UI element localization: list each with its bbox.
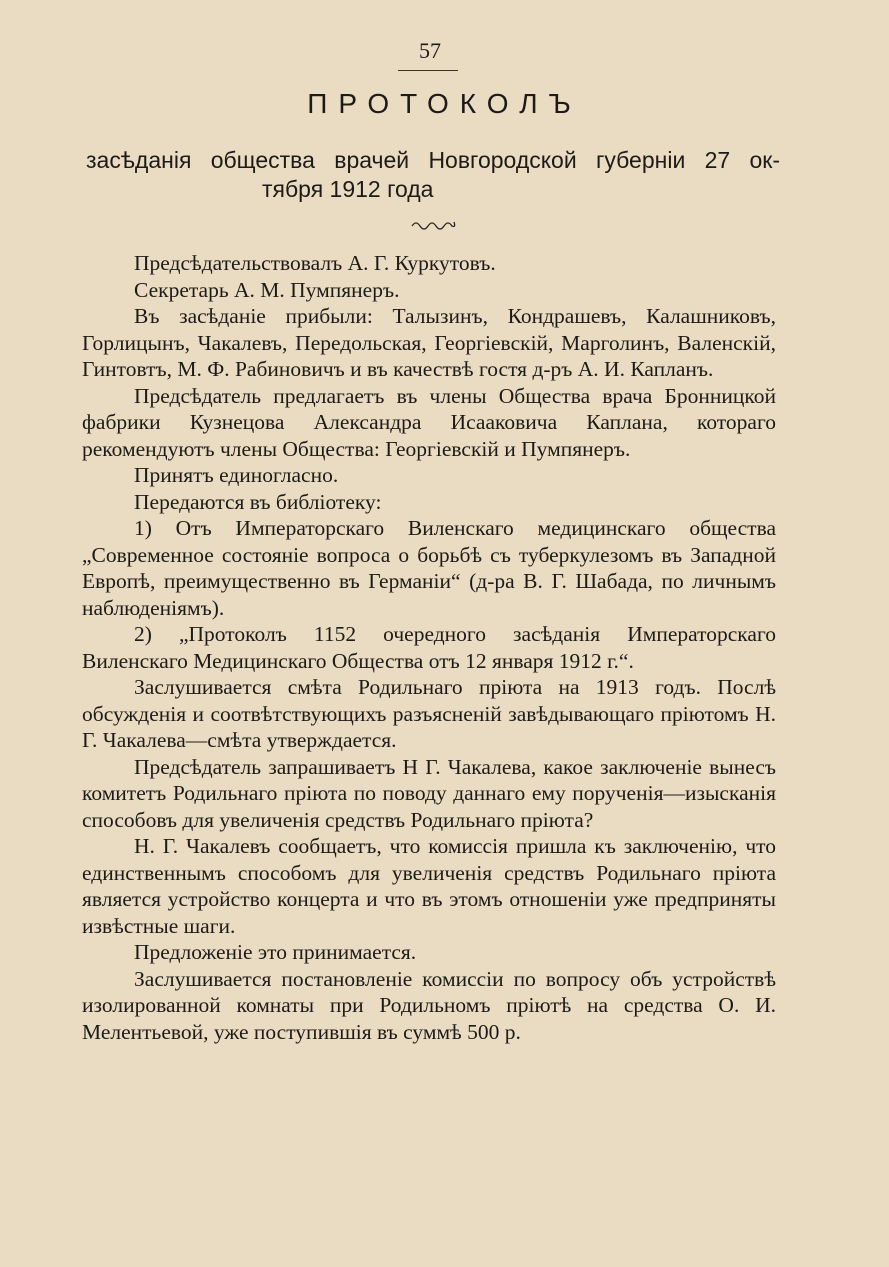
document-subtitle: [86, 146, 780, 204]
paragraph-item-1: 1) Отъ Императорскаго Виленскаго медицинскаго общества „Современное состояніе вопроса о борьбѣ съ туберкулезомъ въ Западной Европѣ, преимущественно въ Германіи“ (д-ра В. Г. Шабада, по личнымъ наблюденіямъ).: [82, 516, 776, 620]
paragraph-chairman-question: Предсѣдатель запрашиваетъ Н Г. Чакалева, какое заключеніе вынесъ комитетъ Родильнаго пріюта по поводу даннаго ему порученія—изысканія способовъ для увеличенія средствъ Родильнаго пріюта?: [82, 754, 776, 832]
paragraph-attendees: Въ засѣданіе прибыли: Талызинъ, Кондрашевъ, Калашниковъ, Горлицынъ, Чакалевъ, Передольская, Георгіевскій, Марголинъ, Валенскій, Гинтовтъ, М. Ф. Рабиновичъ и въ качествѣ гостя д-ръ А. И. Капланъ.: [82, 304, 776, 381]
page-number-rule: [398, 70, 458, 71]
paragraph-new-member-proposal: Предсѣдатель предлагаетъ въ члены Общества врача Бронницкой фабрики Кузнецова Александра Исааковича Каплана, котораго рекомендуютъ члены Общества: Георгіевскій и Пумпянеръ.: [82, 383, 776, 461]
paragraph-secretary: Секретарь А. М. Пумпянеръ.: [134, 277, 400, 302]
subtitle-line-1: засѣданія общества врачей Новгородской губерніи 27 ок-: [86, 147, 780, 173]
paragraph-proposal-accepted: Предложеніе это принимается.: [134, 940, 417, 964]
paragraph-budget: Заслушивается смѣта Родильнаго пріюта на 1913 годъ. Послѣ обсужденія и соотвѣтствующихъ разъясненій завѣдывающаго пріютомъ Н. Г. Чакалева—смѣта утверждается.: [82, 675, 776, 752]
subtitle-line-2: тября 1912 года: [262, 176, 434, 202]
tilde-flourish-icon: [410, 214, 460, 234]
page-number: 57: [419, 38, 441, 63]
paragraph-library-transfer: Передаются въ библіотеку:: [134, 489, 382, 514]
paragraph-accepted: Принятъ единогласно.: [134, 463, 339, 487]
document-title: ПРОТОКОЛЪ: [307, 88, 582, 119]
paragraph-commission-decision: Заслушивается постановленіе комиссіи по вопросу объ устройствѣ изолированной комнаты при Родильномъ пріютѣ на средства О. И. Мелентьевой, уже поступившія въ суммѣ 500 р.: [82, 966, 776, 1044]
paragraph-chairman: Предсѣдательствовалъ А. Г. Куркутовъ.: [134, 251, 496, 275]
paragraph-item-2: 2) „Протоколъ 1152 очередного засѣданія Императорскаго Виленскаго Медицинскаго Общества отъ 12 января 1912 г.“.: [82, 622, 776, 673]
protocol-body: [82, 250, 776, 1045]
paragraph-chakalev-report: Н. Г. Чакалевъ сообщаетъ, что комиссія пришла къ заключенію, что единственнымъ способомъ для увеличенія средствъ Родильнаго пріюта является устройство концерта и что въ этомъ отношеніи уже предприняты извѣстные шаги.: [82, 834, 776, 938]
